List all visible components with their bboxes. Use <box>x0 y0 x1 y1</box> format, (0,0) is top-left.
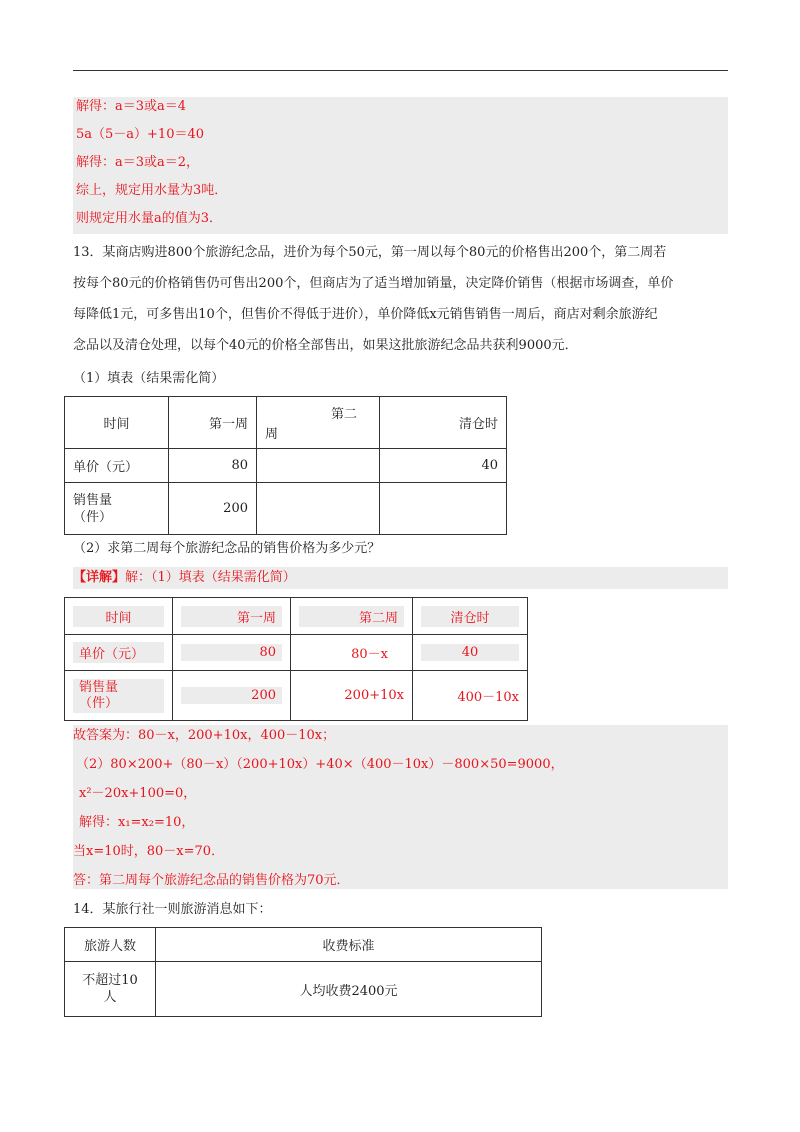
problem13-line-3: 每降低1元，可多售出10个，但售价不得低于进价），单价降低x元销售销售一周后，商店对剩余旅游纪 <box>73 307 658 322</box>
table-cell <box>413 635 528 671</box>
row-label-a: 销售量 <box>73 492 113 508</box>
table-cell <box>173 635 291 671</box>
cell-text: 80 <box>181 644 282 661</box>
solution-line-1: 解得：a＝3或a＝4 <box>76 99 187 114</box>
table-cell: 200+10x <box>291 671 413 721</box>
table-cell <box>173 598 291 635</box>
row-label-b: （件） <box>73 509 113 525</box>
table-cell <box>257 483 380 535</box>
problem13-text <box>73 237 728 361</box>
table-cell: 200 <box>169 483 257 535</box>
table-cell <box>413 598 528 635</box>
cell-text: 第一周 <box>181 606 282 627</box>
cell-text: 40 <box>421 644 519 661</box>
table-cell <box>65 483 169 535</box>
table-row <box>65 449 507 483</box>
table-row <box>65 397 507 449</box>
problem13-line-1: 13．某商店购进800个旅游纪念品，进价为每个50元，第一周以每个80元的价格售出200个，第二周若 <box>73 245 667 260</box>
header-week2-a: 第二 <box>330 407 357 422</box>
table-row <box>65 598 528 635</box>
row-label-b: （件） <box>79 695 119 711</box>
answer13-table <box>64 597 528 721</box>
table-cell: 收费标准 <box>156 928 542 962</box>
table-cell <box>65 962 156 1017</box>
table-cell: 80 <box>169 449 257 483</box>
answer-line-4: 解得：x₁=x₂=10， <box>79 815 195 830</box>
cell-text: 清仓时 <box>421 606 519 627</box>
row-label-a: 不超过10 <box>82 973 138 988</box>
table-cell <box>291 598 413 635</box>
table-row <box>65 928 542 962</box>
answer-line-1: 故答案为：80－x，200+10x，400－10x； <box>73 728 336 743</box>
table-cell: 旅游人数 <box>65 928 156 962</box>
solution-line-4: 综上，规定用水量为3吨． <box>76 183 228 198</box>
table-cell: 时间 <box>65 397 169 449</box>
table-row <box>65 635 528 671</box>
row-label-a: 销售量 <box>79 679 119 695</box>
answer-line-6: 答：第二周每个旅游纪念品的销售价格为70元． <box>73 873 350 888</box>
answer-line-3: x²－20x+100=0， <box>79 786 197 801</box>
cell-text: 第二周 <box>299 606 404 627</box>
detail-tag: 【详解】 <box>73 570 126 585</box>
problem13-line-4: 念品以及清仓处理，以每个40元的价格全部售出，如果这批旅游纪念品共获利9000元． <box>73 338 578 353</box>
table-cell: 40 <box>380 449 507 483</box>
problem13-line-2: 按每个80元的价格销售仍可售出200个，但商店为了适当增加销量，决定降价销售（根据市场调查，单价 <box>73 276 674 291</box>
table-cell: 人均收费2400元 <box>156 962 542 1017</box>
header-week2-b: 周 <box>265 427 279 442</box>
problem14-table <box>64 927 542 1017</box>
table-cell <box>173 671 291 721</box>
answer-shade <box>73 725 728 889</box>
table-cell <box>257 449 380 483</box>
table-row <box>65 671 528 721</box>
row-label-b: 人 <box>103 990 117 1005</box>
table-cell: 400－10x <box>413 671 528 721</box>
solution-line-3: 解得：a＝3或a＝2， <box>76 155 200 170</box>
answer-line-2: （2）80×200+（80－x）（200+10x）+40×（400－10x）－800×50=9000， <box>76 757 564 772</box>
solution-line-2: 5a（5－a）+10＝40 <box>76 127 205 142</box>
detail-text: 解：（1）填表（结果需化简） <box>125 570 296 585</box>
table-cell: 第一周 <box>169 397 257 449</box>
problem14-text: 14．某旅行社一则旅游消息如下： <box>73 902 272 917</box>
problem13-table <box>64 396 507 535</box>
table-cell <box>65 598 173 635</box>
table-cell: 80－x <box>291 635 413 671</box>
problem13-q2: （2）求第二周每个旅游纪念品的销售价格为多少元？ <box>73 541 381 556</box>
problem13-q1: （1）填表（结果需化简） <box>73 371 225 386</box>
table-cell: 清仓时 <box>380 397 507 449</box>
cell-text: 时间 <box>73 606 164 627</box>
detail-heading <box>73 568 296 588</box>
table-cell <box>257 397 380 449</box>
answer-line-5: 当x=10时，80－x=70． <box>73 844 225 859</box>
table-cell <box>380 483 507 535</box>
header-rule <box>73 70 728 71</box>
cell-text: 200 <box>181 687 282 704</box>
row-label <box>73 679 164 713</box>
table-cell: 单价（元） <box>65 449 169 483</box>
cell-text: 单价（元） <box>73 642 164 663</box>
table-row <box>65 962 542 1017</box>
table-row <box>65 483 507 535</box>
solution-line-5: 则规定用水量a的值为3． <box>76 211 223 226</box>
table-cell <box>65 671 173 721</box>
table-cell <box>65 635 173 671</box>
